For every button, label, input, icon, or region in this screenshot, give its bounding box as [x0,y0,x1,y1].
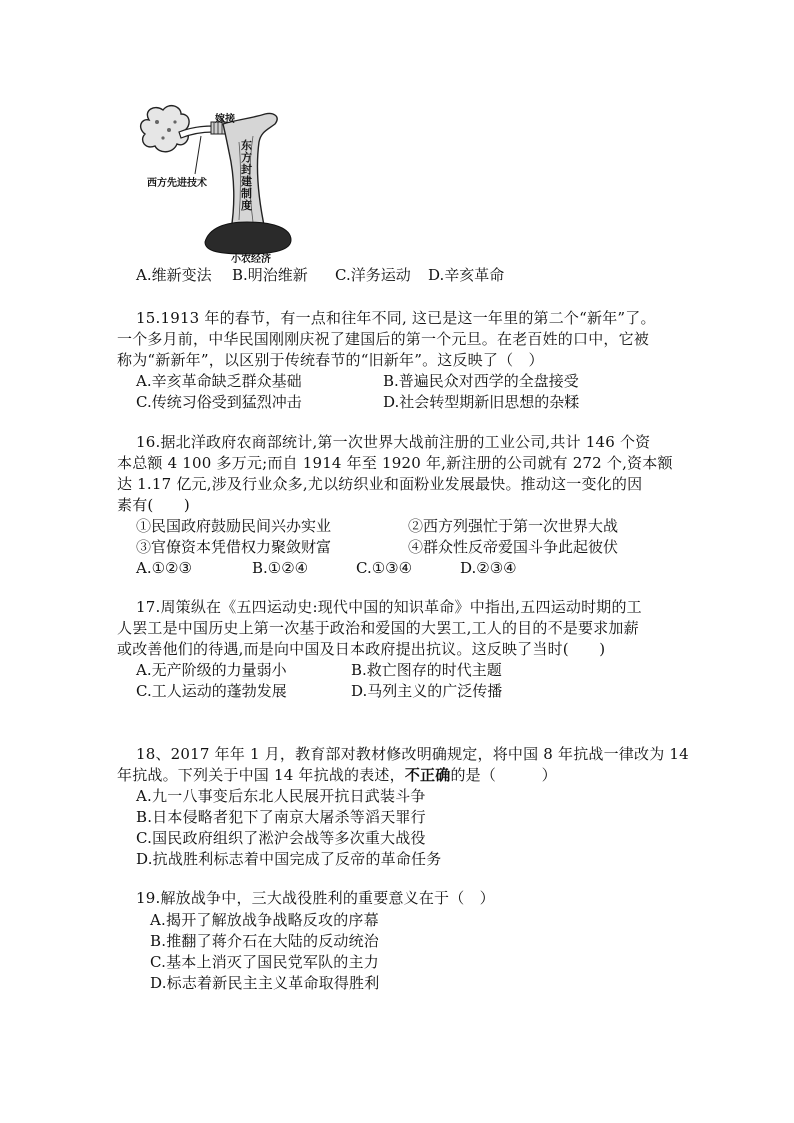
q19-option-a: A.揭开了解放战争战略反攻的序幕 [150,911,379,929]
q17-stem-line-3: 或改善他们的待遇,而是向中国及日本政府提出抗议。这反映了当时( ) [117,640,606,658]
q17-option-d: D.马列主义的广泛传播 [351,682,503,700]
smallholder-economy-label: 小农经济 [231,254,271,265]
q18-stem-pre: 年抗战。下列关于中国 14 年抗战的表述， [117,766,405,784]
q15-stem-line-3: 称为“新新年”，以区别于传统春节的“旧新年”。这反映了（ ） [117,351,544,369]
q18-stem-line-2 [117,765,557,785]
graft-label: 嫁接 [215,114,235,125]
q16-stem-line-4: 素有( ) [117,496,190,514]
feudal-system-label: 东方封建制度 [241,139,252,212]
q14-option-d: D.辛亥革命 [428,266,505,284]
q16-option-a: A.①②③ [136,559,192,577]
q16-stem-line-3: 达 1.17 亿元,涉及行业众多,尤以纺织业和面粉业发展最快。推动这一变化的因 [117,475,643,493]
q16-item-1: ①民国政府鼓励民间兴办实业 [136,517,332,535]
q15-stem-line-1: 15.1913 年的春节，有一点和往年不同, 这已是这一年里的第二个“新年”了。 [136,309,656,327]
q16-stem-line-2: 本总额 4 100 多万元;而自 1914 年至 1920 年,新注册的公司就有 272 个,资本额 [117,454,673,472]
q15-option-b: B.普遍民众对西学的全盘接受 [383,372,579,390]
q16-option-b: B.①②④ [252,559,309,577]
q18-option-a: A.九一八事变后东北人民展开抗日武装斗争 [136,787,426,805]
q18-stem-emphasis: 不正确 [404,766,451,784]
q19-option-d: D.标志着新民主主义革命取得胜利 [150,974,380,992]
q17-option-a: A.无产阶级的力量弱小 [136,661,287,679]
q16-option-c: C.①③④ [356,559,413,577]
q15-stem-line-2: 一个多月前，中华民国刚刚庆祝了建国后的第一个元旦。在老百姓的口中，它被 [117,330,650,348]
q16-stem-line-1: 16.据北洋政府农商部统计,第一次世界大战前注册的工业公司,共计 146 个资 [136,433,651,451]
q18-option-b: B.日本侵略者犯下了南京大屠杀等滔天罪行 [136,808,426,826]
q17-stem-line-1: 17.周策纵在《五四运动史:现代中国的知识革命》中指出,五四运动时期的工 [136,598,642,616]
q16-item-3: ③官僚资本凭借权力聚敛财富 [136,538,332,556]
q18-stem-line-1: 18、2017 年年 1 月，教育部对教材修改明确规定，将中国 8 年抗战一律改为 14 [136,745,689,763]
q16-option-d: D.②③④ [460,559,517,577]
q17-stem-line-2: 人罢工是中国历史上第一次基于政治和爱国的大罢工,工人的目的不是要求加薪 [117,619,639,637]
q14-option-b: B.明治维新 [232,266,308,284]
q18-option-c: C.国民政府组织了淞沪会战等多次重大战役 [136,829,426,847]
q19-stem: 19.解放战争中，三大战役胜利的重要意义在于（ ） [136,889,495,907]
q18-stem-post: 的是（ ） [450,766,557,784]
q15-option-c: C.传统习俗受到猛烈冲击 [136,393,302,411]
q16-item-2: ②西方列强忙于第一次世界大战 [408,517,619,535]
western-tech-label: 西方先进技术 [147,178,207,189]
q17-option-c: C.工人运动的蓬勃发展 [136,682,287,700]
q19-option-c: C.基本上消灭了国民党军队的主力 [150,953,379,971]
q16-item-4: ④群众性反帝爱国斗争此起彼伏 [408,538,619,556]
q18-option-d: D.抗战胜利标志着中国完成了反帝的革命任务 [136,850,442,868]
q15-option-d: D.社会转型期新旧思想的杂糅 [383,393,580,411]
q19-option-b: B.推翻了蒋介石在大陆的反动统治 [150,932,379,950]
grafted-tree-illustration [135,102,305,265]
q14-option-c: C.洋务运动 [335,266,411,284]
q14-option-a: A.维新变法 [136,266,212,284]
q15-option-a: A.辛亥革命缺乏群众基础 [136,372,302,390]
q17-option-b: B.救亡图存的时代主题 [351,661,502,679]
